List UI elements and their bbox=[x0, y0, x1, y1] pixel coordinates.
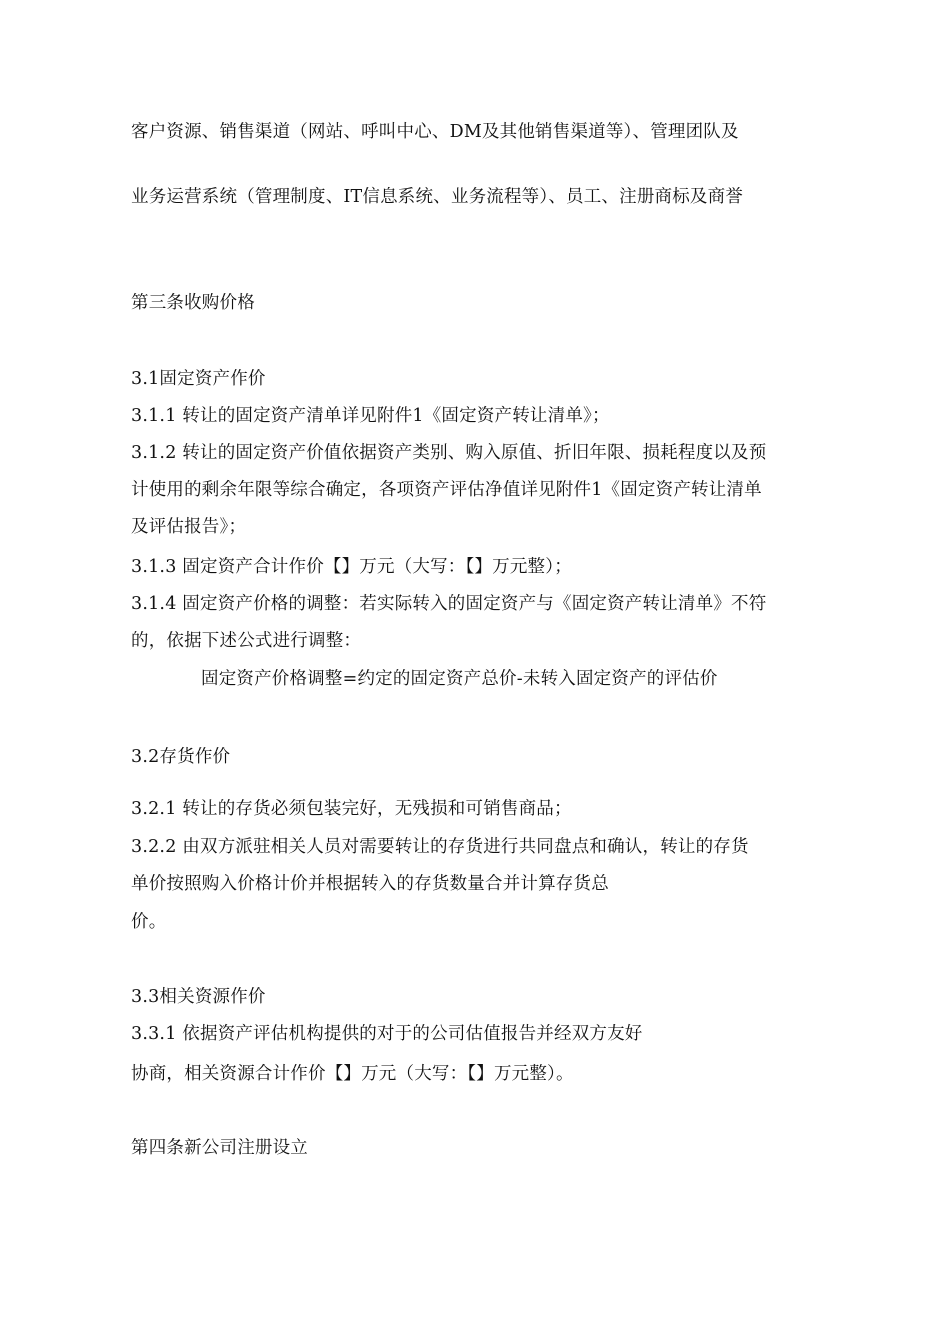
clause-line: 3.1.1 转让的固定资产清单详见附件1《固定资产转让清单》； bbox=[131, 406, 610, 426]
paragraph-line: 业务运营系统（管理制度、IT信息系统、业务流程等）、员工、注册商标及商誉 bbox=[131, 187, 744, 207]
clause-line: 3.1.4 固定资产价格的调整：若实际转入的固定资产与《固定资产转让清单》不符 bbox=[131, 594, 767, 614]
clause-line: 的，依据下述公式进行调整： bbox=[131, 631, 362, 651]
paragraph-line: 客户资源、销售渠道（网站、呼叫中心、DM及其他销售渠道等）、管理团队及 bbox=[131, 122, 739, 142]
clause-line: 计使用的剩余年限等综合确定，各项资产评估净值详见附件1《固定资产转让清单 bbox=[131, 480, 762, 500]
clause-line: 3.2.1 转让的存货必须包装完好，无残损和可销售商品； bbox=[131, 799, 572, 819]
section-heading: 第四条新公司注册设立 bbox=[131, 1138, 308, 1158]
clause-line: 单价按照购入价格计价并根据转入的存货数量合并计算存货总 bbox=[131, 874, 609, 894]
section-heading: 第三条收购价格 bbox=[131, 293, 255, 313]
clause-line: 协商，相关资源合计作价【】万元（大写：【】万元整）。 bbox=[131, 1064, 574, 1084]
clause-line: 价。 bbox=[131, 912, 167, 932]
clause-line: 3.3.1 依据资产评估机构提供的对于的公司估值报告并经双方友好 bbox=[131, 1024, 643, 1044]
clause-line: 3.2.2 由双方派驻相关人员对需要转让的存货进行共同盘点和确认，转让的存货 bbox=[131, 837, 749, 857]
subsection-heading: 3.3相关资源作价 bbox=[131, 987, 266, 1007]
clause-line: 3.1.2 转让的固定资产价值依据资产类别、购入原值、折旧年限、损耗程度以及预 bbox=[131, 443, 767, 463]
subsection-heading: 3.2存货作价 bbox=[131, 747, 231, 767]
subsection-heading: 3.1固定资产作价 bbox=[131, 369, 266, 389]
formula-line: 固定资产价格调整=约定的固定资产总价-未转入固定资产的评估价 bbox=[201, 669, 718, 689]
clause-line: 及评估报告》； bbox=[131, 517, 247, 537]
clause-line: 3.1.3 固定资产合计作价【】万元（大写：【】万元整）； bbox=[131, 557, 572, 577]
